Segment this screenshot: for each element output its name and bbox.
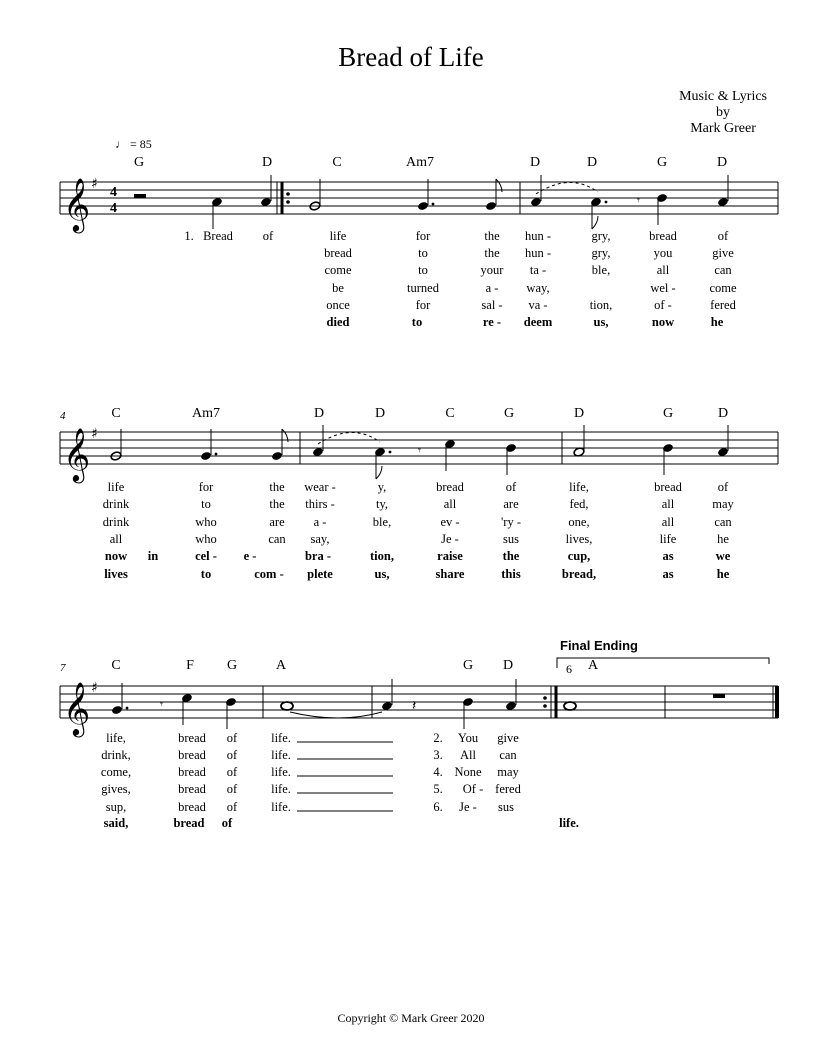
lyric-syllable: drink — [102, 515, 130, 529]
lyric-syllable: hun - — [524, 246, 552, 260]
lyric-syllable: the — [484, 246, 500, 260]
lyric-syllable: fered — [710, 298, 736, 312]
lyric-syllable: life. — [271, 731, 291, 745]
lyric-syllable: in — [147, 549, 159, 563]
lyric-syllable: all — [661, 497, 675, 511]
chord-symbol: D — [716, 155, 728, 170]
lyric-syllable: Bread — [203, 229, 233, 243]
lyric-syllable: the — [269, 480, 285, 494]
chord-symbol: G — [503, 406, 515, 421]
lyric-syllable: wear - — [304, 480, 336, 494]
lyric-syllable: tion, — [370, 549, 394, 563]
lyric-syllable: bread — [324, 246, 352, 260]
lyric-syllable: ty, — [375, 497, 389, 511]
chord-symbol: D — [374, 406, 386, 421]
tempo-marking: ♩ = 85 — [115, 137, 152, 151]
lyric-syllable: to — [411, 315, 423, 329]
lyric-syllable: us, — [374, 567, 390, 581]
chord-symbol: Am7 — [406, 155, 434, 170]
lyric-syllable: a - — [313, 515, 327, 529]
credits-line-2: by — [716, 105, 731, 120]
chord-symbol: G — [462, 658, 474, 673]
lyric-syllable: who — [195, 532, 217, 546]
lyric-syllable: deem — [523, 315, 553, 329]
lyric-syllable: life — [329, 229, 347, 243]
song-title: Bread of Life — [338, 42, 484, 72]
lyric-syllable: life — [107, 480, 125, 494]
credits-line-3: Mark Greer — [690, 121, 756, 136]
chord-symbol: G — [226, 658, 238, 673]
lyric-syllable: we — [715, 549, 731, 563]
chord-symbol: G — [662, 406, 674, 421]
lyric-syllable: bread — [178, 748, 206, 762]
lyric-syllable: 6. — [433, 800, 443, 814]
lyric-syllable: ble, — [372, 515, 392, 529]
lyric-syllable: re - — [482, 315, 502, 329]
lyric-syllable: of — [717, 480, 729, 494]
lyric-syllable: the — [484, 229, 500, 243]
lyric-syllable: said, — [103, 816, 129, 830]
lyric-syllable: tion, — [589, 298, 613, 312]
lyric-syllable: cup, — [567, 549, 591, 563]
lyric-syllable: bread — [436, 480, 464, 494]
lyric-syllable: as — [662, 567, 674, 581]
lyric-syllable: life. — [271, 748, 291, 762]
chord-symbol: D — [502, 658, 514, 673]
lyric-syllable: bread — [173, 816, 205, 830]
svg-text:𝄞: 𝄞 — [63, 177, 91, 231]
lyric-syllable: bra - — [304, 549, 332, 563]
lyric-syllable: gry, — [591, 246, 611, 260]
lyric-syllable: life, — [569, 480, 589, 494]
lyric-syllable: You — [457, 731, 479, 745]
chord-symbol: D — [586, 155, 598, 170]
lyric-syllable: Je - — [459, 800, 477, 814]
lyric-syllable: life. — [271, 765, 291, 779]
lyric-syllable: can — [268, 532, 286, 546]
lyric-syllable: ta - — [529, 263, 547, 277]
lyric-syllable: to — [200, 567, 212, 581]
lyric-syllable: to — [418, 263, 428, 277]
system-1-notes — [134, 175, 729, 229]
lyric-syllable: lives — [104, 567, 128, 581]
lyric-syllable: died — [326, 315, 350, 329]
lyric-syllable: life. — [271, 782, 291, 796]
lyric-syllable: a - — [485, 281, 499, 295]
lyric-syllable: once — [326, 298, 350, 312]
svg-text:𝄾: 𝄾 — [637, 194, 640, 207]
svg-text:♯: ♯ — [91, 680, 98, 696]
lyric-syllable: bread, — [561, 567, 597, 581]
system-2-notes — [110, 425, 729, 479]
lyric-syllable: bread — [178, 765, 206, 779]
lyric-syllable: thirs - — [305, 497, 335, 511]
lyric-syllable: None — [454, 765, 482, 779]
lyric-syllable: are — [503, 497, 519, 511]
chord-symbol: C — [111, 658, 121, 673]
lyric-syllable: for — [198, 480, 214, 494]
lyric-syllable: of — [262, 229, 274, 243]
lyric-syllable: gives, — [101, 782, 131, 796]
chord-symbol: D — [573, 406, 585, 421]
copyright: Copyright © Mark Greer 2020 — [337, 1011, 485, 1025]
lyric-syllable: ble, — [591, 263, 611, 277]
lyric-syllable: come, — [100, 765, 132, 779]
chord-symbol: A — [275, 658, 287, 673]
lyric-syllable: bread — [654, 480, 682, 494]
final-ending-label: Final Ending — [560, 638, 638, 653]
lyric-syllable: wel - — [650, 281, 676, 295]
lyric-syllable: all — [109, 532, 123, 546]
lyric-syllable: say, — [310, 532, 330, 546]
chord-symbol: A — [587, 658, 599, 673]
lyric-syllable: of — [505, 480, 517, 494]
svg-text:𝄾: 𝄾 — [418, 444, 421, 457]
lyric-syllable: sus — [498, 800, 514, 814]
svg-text:4: 4 — [110, 185, 117, 200]
lyric-syllable: hun - — [524, 229, 552, 243]
lyric-syllable: turned — [407, 281, 439, 295]
lyric-syllable: may — [712, 497, 734, 511]
svg-text:♯: ♯ — [91, 426, 98, 442]
lyric-syllable: va - — [528, 298, 548, 312]
lyric-syllable: 'ry - — [501, 515, 521, 529]
svg-text:♯: ♯ — [91, 176, 98, 192]
lyric-syllable: can — [714, 263, 732, 277]
lyric-syllable: 4. — [433, 765, 443, 779]
lyric-syllable: to — [418, 246, 428, 260]
measure-number-4: 4 — [60, 410, 66, 422]
lyric-syllable: sal - — [481, 298, 503, 312]
lyric-syllable: share — [435, 567, 465, 581]
lyric-syllable: bread — [649, 229, 677, 243]
lyric-syllable: bread — [178, 731, 206, 745]
lyric-syllable: All — [460, 748, 476, 762]
lyric-syllable: for — [415, 298, 431, 312]
lyric-syllable: for — [415, 229, 431, 243]
lyric-syllable: lives, — [565, 532, 593, 546]
lyric-syllable: are — [269, 515, 285, 529]
lyric-syllable: life. — [271, 800, 291, 814]
lyric-syllable: gry, — [591, 229, 611, 243]
lyric-syllable: Je - — [441, 532, 459, 546]
lyric-syllable: 2. — [433, 731, 443, 745]
lyric-syllable: now — [651, 315, 675, 329]
svg-text:𝄞: 𝄞 — [63, 681, 91, 735]
lyric-syllable: this — [501, 567, 521, 581]
lyric-syllable: who — [195, 515, 217, 529]
svg-text:4: 4 — [110, 201, 117, 216]
lyric-syllable: of — [226, 800, 238, 814]
lyric-syllable: can — [499, 748, 517, 762]
lyric-syllable: drink, — [101, 748, 131, 762]
lyric-syllable: be — [332, 281, 344, 295]
chord-symbol: G — [656, 155, 668, 170]
time-signature — [110, 185, 117, 216]
lyric-syllable: he — [717, 532, 729, 546]
lyric-syllable: come — [709, 281, 737, 295]
lyric-syllable: 5. — [433, 782, 443, 796]
lyric-syllable: way, — [526, 281, 550, 295]
lyric-syllable: of — [226, 748, 238, 762]
lyric-syllable: can — [714, 515, 732, 529]
lyric-syllable: now — [104, 549, 128, 563]
chord-symbol: G — [133, 155, 145, 170]
chord-symbol: C — [332, 155, 342, 170]
lyric-syllable: as — [662, 549, 674, 563]
treble-clefs — [63, 177, 90, 737]
lyric-syllable: may — [497, 765, 519, 779]
lyric-syllable: cel - — [195, 549, 217, 563]
svg-text:𝄽: 𝄽 — [412, 698, 417, 714]
lyric-syllable: raise — [437, 549, 463, 563]
lyric-syllable: your — [480, 263, 504, 277]
lyric-syllable: one, — [568, 515, 590, 529]
lyric-syllable: life — [659, 532, 677, 546]
svg-text:𝄾: 𝄾 — [160, 698, 163, 711]
lyric-syllable: of — [717, 229, 729, 243]
chord-symbol: F — [186, 658, 194, 673]
lyric-syllable: plete — [307, 567, 333, 581]
lyric-syllable: of — [226, 765, 238, 779]
lyric-syllable: life. — [559, 816, 579, 830]
chord-symbol: C — [445, 406, 455, 421]
lyric-syllable: of — [221, 816, 233, 830]
lyric-syllable: fered — [495, 782, 521, 796]
lyric-syllable: come — [324, 263, 352, 277]
lyric-syllable: ev - — [440, 515, 460, 529]
measure-number-7: 7 — [60, 662, 66, 674]
lyric-syllable: bread — [178, 782, 206, 796]
lyric-syllable: 1. — [184, 229, 194, 243]
lyric-syllable: us, — [593, 315, 609, 329]
lyric-syllable: to — [201, 497, 211, 511]
chord-symbol: Am7 — [192, 406, 220, 421]
lyric-syllable: the — [502, 549, 520, 563]
lyric-syllable: he — [710, 315, 724, 329]
svg-text:𝄞: 𝄞 — [63, 427, 91, 481]
lyric-syllable: com - — [254, 567, 284, 581]
lyric-syllable: give — [497, 731, 519, 745]
lyric-syllable: of — [226, 782, 238, 796]
lyric-syllable: he — [716, 567, 730, 581]
lyric-syllable: sup, — [105, 800, 127, 814]
lyric-extenders — [297, 742, 393, 811]
lyric-syllable: the — [269, 497, 285, 511]
key-signatures — [91, 176, 98, 696]
lyric-syllable: you — [653, 246, 673, 260]
lyric-syllable: drink — [102, 497, 130, 511]
lyric-syllable: fed, — [569, 497, 589, 511]
chord-symbol: D — [529, 155, 541, 170]
lyric-syllable: of - — [654, 298, 672, 312]
lyric-syllable: bread — [178, 800, 206, 814]
credits-line-1: Music & Lyrics — [679, 89, 767, 104]
lyric-syllable: give — [712, 246, 734, 260]
chord-symbol: D — [717, 406, 729, 421]
chord-symbol: D — [261, 155, 273, 170]
lyric-syllable: life, — [106, 731, 126, 745]
lyric-syllable: all — [656, 263, 670, 277]
final-ending-number: 6 — [566, 662, 572, 676]
lyric-syllable: y, — [377, 480, 387, 494]
chord-symbol: C — [111, 406, 121, 421]
lyric-syllable: all — [661, 515, 675, 529]
lyric-syllable: sus — [503, 532, 519, 546]
lyric-syllable: all — [443, 497, 457, 511]
lyric-syllable: of — [226, 731, 238, 745]
lyric-syllable: e - — [243, 549, 257, 563]
lyric-syllable: Of - — [462, 782, 484, 796]
lyric-syllable: 3. — [433, 748, 443, 762]
chord-symbol: D — [313, 406, 325, 421]
